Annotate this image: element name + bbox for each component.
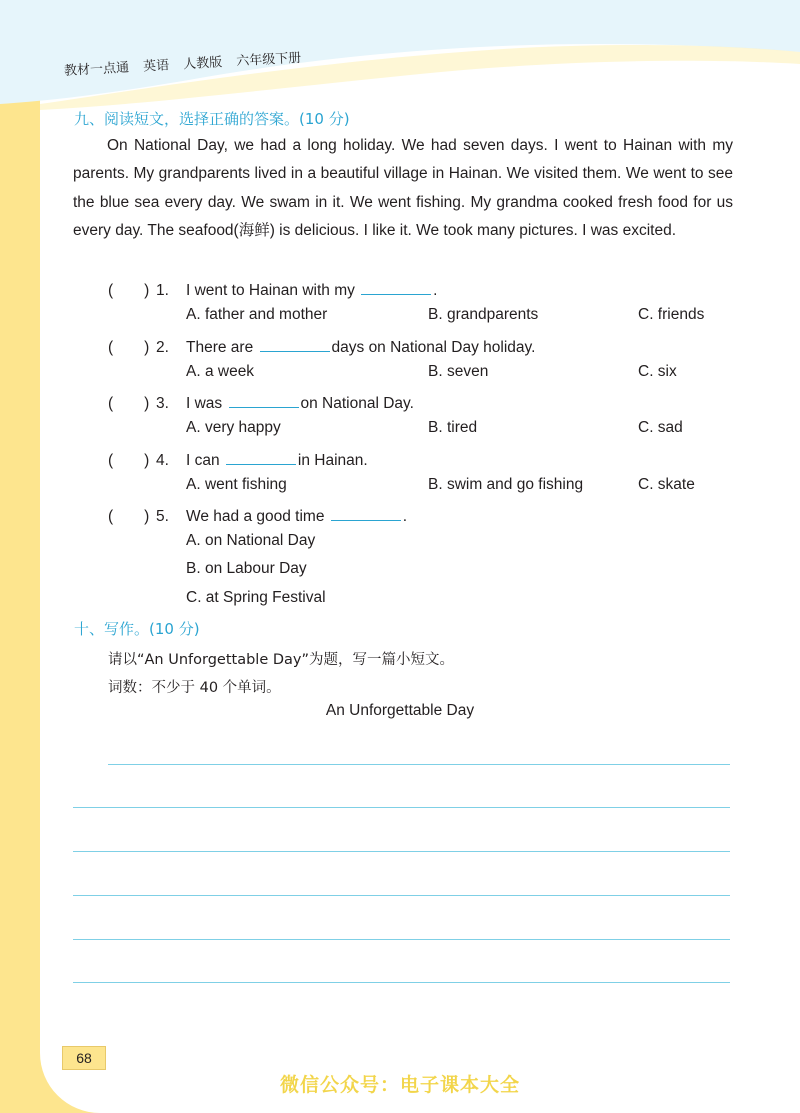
question-2 [108,335,535,357]
page-number: 68 [62,1046,106,1070]
question-text-end: in Hainan. [297,452,368,469]
answer-blank [331,507,401,521]
question-number: 4. [156,452,169,469]
section-10-title: 十、写作。(10 分) [74,620,200,638]
question-text: I was [186,395,223,412]
option-b: B. tired [428,419,478,436]
writing-line[interactable] [108,764,730,765]
question-number: 3. [156,395,169,412]
option-a: A. very happy [186,419,281,436]
question-text-end: days on National Day holiday. [331,339,536,356]
option-b: B. grandparents [428,306,539,323]
answer-blank [361,281,431,295]
writing-line[interactable] [73,807,730,808]
option-c: C. friends [638,306,705,323]
question-1 [108,278,437,300]
option-a: A. on National Day [186,532,316,549]
answer-paren[interactable]: ( ) [108,282,150,299]
header-grade: 六年级下册 [235,50,302,70]
writing-line[interactable] [73,851,730,852]
option-a: A. went fishing [186,476,287,493]
writing-line[interactable] [73,895,730,896]
word-count-requirement: 词数：不少于 40 个单词。 [108,680,281,696]
header-book: 教材一点通 [63,60,130,79]
question-number: 1. [156,282,169,299]
section-9-title: 九、阅读短文，选择正确的答案。(10 分) [74,110,350,128]
essay-title: An Unforgettable Day [325,702,475,719]
option-b: B. seven [428,363,489,380]
answer-blank [229,394,299,408]
option-c: C. sad [638,419,683,436]
question-4 [108,448,368,470]
question-text-end: . [402,508,408,525]
writing-line[interactable] [73,982,730,983]
question-text-end: . [433,282,438,299]
option-b: B. swim and go fishing [428,476,584,493]
question-text: We had a good time [186,508,325,525]
question-number: 2. [156,339,169,356]
header-edition: 人教版 [182,55,223,73]
header-wave-decoration [0,0,800,110]
answer-paren[interactable]: ( ) [108,452,150,469]
writing-instruction: 请以“An Unforgettable Day”为题，写一篇小短文。 [108,652,455,668]
passage-text: On National Day, we had a long holiday. We had seven days. I went to Hainan with my parents. My grandparents lived in a beautiful village in Hainan. We visited them. We went to see the blue sea every day. We swam in it. We went fishing. My grandma cooked fresh food for us every day. The seafood(海鲜) is delicious. I like it. We took many pictures. I was excited. [73,137,733,239]
answer-blank [226,451,296,465]
reading-passage [73,132,733,245]
answer-paren[interactable]: ( ) [108,508,150,525]
question-number: 5. [156,508,169,525]
option-c: C. skate [638,476,695,493]
writing-line[interactable] [73,939,730,940]
header-subject: 英语 [142,58,170,75]
question-text: There are [186,339,254,356]
question-3 [108,391,414,413]
answer-paren[interactable]: ( ) [108,339,150,356]
option-b: B. on Labour Day [186,560,307,577]
question-text: I can [186,452,220,469]
option-c: C. six [638,363,677,380]
question-5 [108,504,407,526]
watermark: 微信公众号：电子课本大全 [279,1074,520,1096]
question-text: I went to Hainan with my [186,282,355,299]
answer-blank [260,338,330,352]
option-a: A. father and mother [186,306,328,323]
question-text-end: on National Day. [300,395,414,412]
option-a: A. a week [186,363,255,380]
option-c: C. at Spring Festival [186,589,326,606]
answer-paren[interactable]: ( ) [108,395,150,412]
